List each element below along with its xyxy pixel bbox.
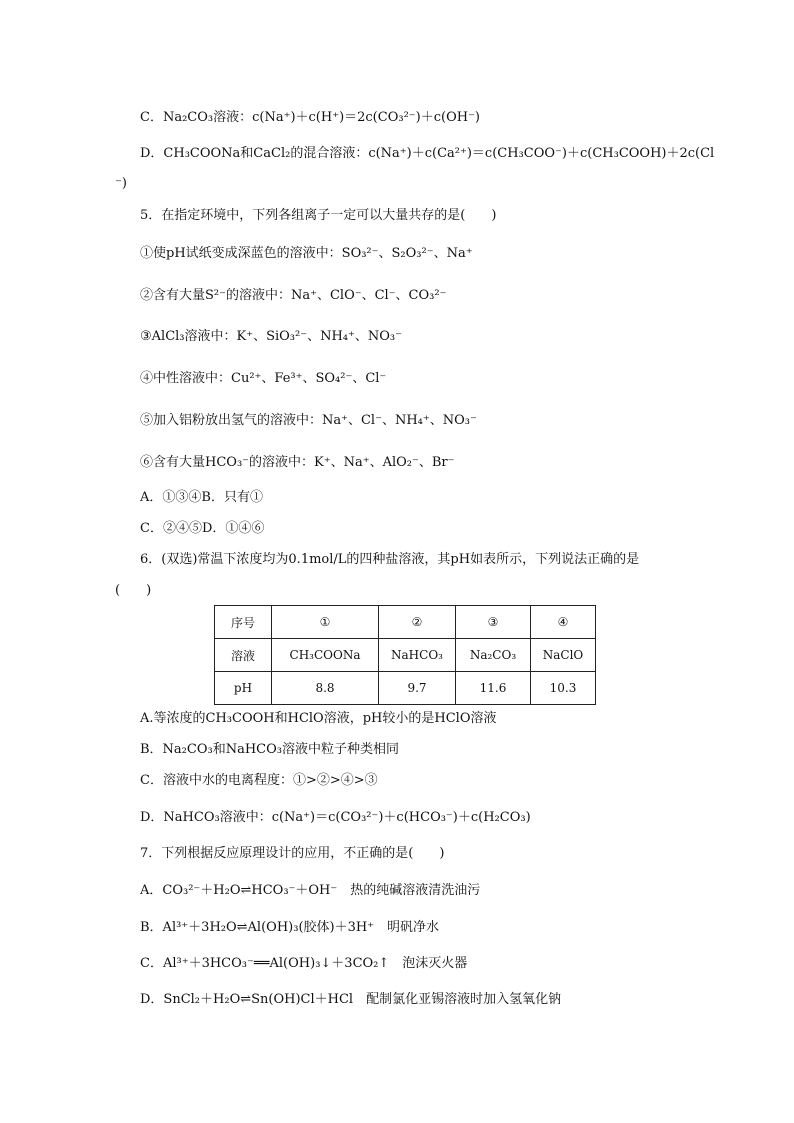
table-cell: 10.3 xyxy=(531,672,596,705)
table-row xyxy=(215,639,596,672)
table-cell: 11.6 xyxy=(456,672,531,705)
q7-option-a: A．CO₃²⁻＋H₂O⇌HCO₃⁻＋OH⁻ 热的纯碱溶液清洗油污 xyxy=(140,883,481,898)
table-row xyxy=(215,606,596,639)
q6-stem-line2: ( ) xyxy=(115,583,152,598)
q5-item-5: ⑤加入铝粉放出氢气的溶液中：Na⁺、Cl⁻、NH₄⁺、NO₃⁻ xyxy=(140,413,477,428)
ph-table xyxy=(214,605,596,705)
q6-option-a: A.等浓度的CH₃COOH和HClO溶液，pH较小的是HClO溶液 xyxy=(140,711,497,726)
table-cell: NaHCO₃ xyxy=(379,639,456,672)
table-cell: 溶液 xyxy=(215,639,272,672)
q6-option-c: C．溶液中水的电离程度：①>②>④>③ xyxy=(140,773,378,788)
table-cell: ③ xyxy=(456,606,531,639)
q6-stem-line1: 6．(双选)常温下浓度均为0.1mol/L的四种盐溶液，其pH如表所示，下列说法正确的是 xyxy=(140,552,640,567)
q5-options-ab: A．①③④B．只有① xyxy=(140,490,263,505)
table-cell: pH xyxy=(215,672,272,705)
q4-option-c: C．Na₂CO₃溶液：c(Na⁺)＋c(H⁺)＝2c(CO₃²⁻)＋c(OH⁻) xyxy=(140,110,480,125)
table-cell: ① xyxy=(272,606,379,639)
q5-stem: 5．在指定环境中，下列各组离子一定可以大量共存的是( ) xyxy=(140,208,497,223)
q4-option-d-line2: ⁻) xyxy=(115,176,127,191)
table-cell: ② xyxy=(379,606,456,639)
table-cell: CH₃COONa xyxy=(272,639,379,672)
table-row xyxy=(215,672,596,705)
q5-item-2: ②含有大量S²⁻的溶液中：Na⁺、ClO⁻、Cl⁻、CO₃²⁻ xyxy=(140,288,447,303)
table-cell: ④ xyxy=(531,606,596,639)
q6-option-b: B．Na₂CO₃和NaHCO₃溶液中粒子种类相同 xyxy=(140,742,399,757)
table-cell: NaClO xyxy=(531,639,596,672)
q5-item-1: ①使pH试纸变成深蓝色的溶液中：SO₃²⁻、S₂O₃²⁻、Na⁺ xyxy=(140,246,473,261)
q5-item-4: ④中性溶液中：Cu²⁺、Fe³⁺、SO₄²⁻、Cl⁻ xyxy=(140,371,387,386)
table-cell: 9.7 xyxy=(379,672,456,705)
q7-option-b: B．Al³⁺＋3H₂O⇌Al(OH)₃(胶体)＋3H⁺ 明矾净水 xyxy=(140,920,440,935)
table-cell: 序号 xyxy=(215,606,272,639)
q4-option-d-line1: D．CH₃COONa和CaCl₂的混合溶液：c(Na⁺)＋c(Ca²⁺)＝c(CH₃COO⁻)＋c(CH₃COOH)＋2c(Cl xyxy=(140,146,715,161)
q5-options-cd: C．②④⑤D．①④⑥ xyxy=(140,521,265,536)
q7-stem: 7．下列根据反应原理设计的应用，不正确的是( ) xyxy=(140,846,445,861)
q6-option-d: D．NaHCO₃溶液中：c(Na⁺)＝c(CO₃²⁻)＋c(HCO₃⁻)＋c(H₂CO₃) xyxy=(140,810,531,825)
q5-item-6: ⑥含有大量HCO₃⁻的溶液中：K⁺、Na⁺、AlO₂⁻、Br⁻ xyxy=(140,455,455,470)
q7-option-d: D．SnCl₂＋H₂O⇌Sn(OH)Cl＋HCl 配制氯化亚锡溶液时加入氢氧化钠 xyxy=(140,992,562,1007)
q7-option-c: C．Al³⁺＋3HCO₃⁻══Al(OH)₃↓＋3CO₂↑ 泡沫灭火器 xyxy=(140,956,468,971)
q5-item-3: ③AlCl₃溶液中：K⁺、SiO₃²⁻、NH₄⁺、NO₃⁻ xyxy=(140,329,402,344)
table-cell: 8.8 xyxy=(272,672,379,705)
table-cell: Na₂CO₃ xyxy=(456,639,531,672)
